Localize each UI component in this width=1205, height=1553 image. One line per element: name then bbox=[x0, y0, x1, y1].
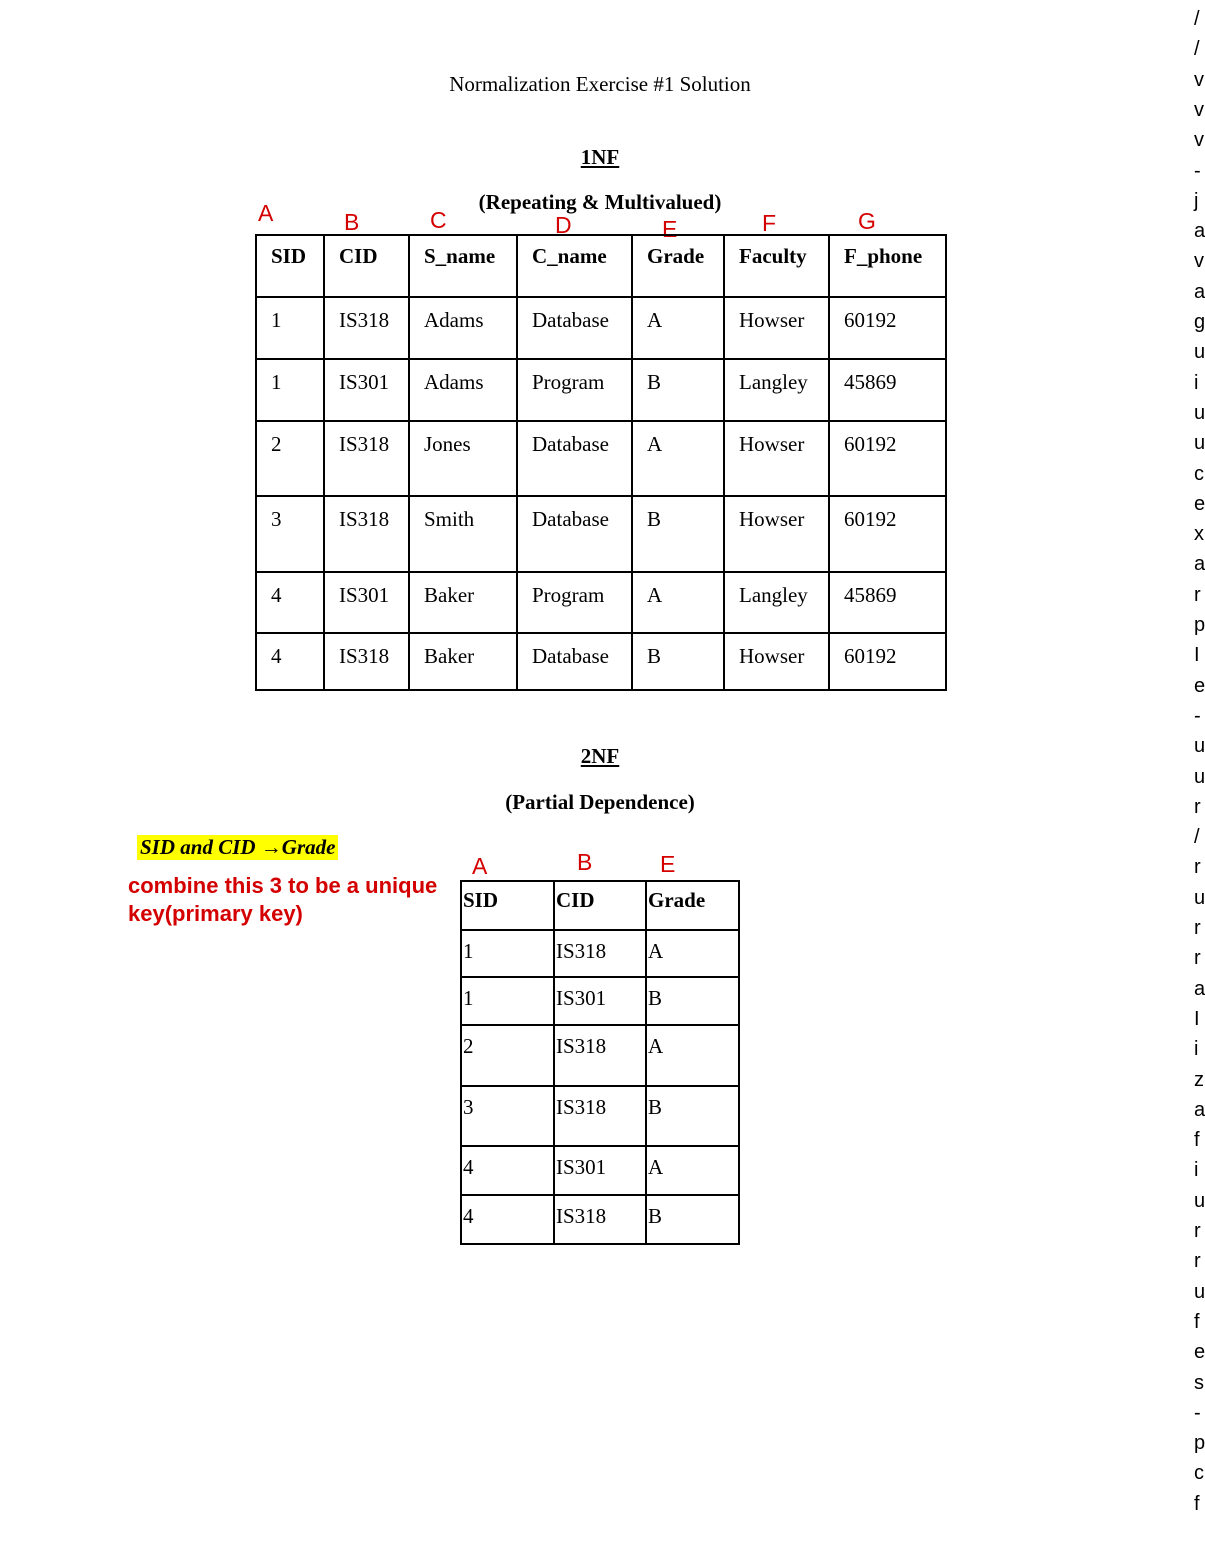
edge-glyph: r bbox=[1194, 1220, 1201, 1242]
table-cell: 45869 bbox=[829, 572, 946, 633]
table-cell: A bbox=[646, 1025, 739, 1086]
table-row bbox=[461, 1025, 739, 1086]
dependency-label: SID and CID →Grade bbox=[137, 835, 338, 860]
table-cell: A bbox=[632, 421, 724, 496]
table-cell: IS301 bbox=[324, 359, 409, 421]
edge-glyph: v bbox=[1194, 129, 1204, 152]
nf2-subheading: (Partial Dependence) bbox=[505, 790, 695, 814]
edge-glyph: I bbox=[1194, 1007, 1200, 1030]
edge-glyph: u bbox=[1194, 1280, 1205, 1303]
edge-glyph: u bbox=[1194, 341, 1205, 364]
nf1-heading: 1NF bbox=[580, 145, 620, 169]
table-row bbox=[461, 1086, 739, 1146]
table-cell: 2 bbox=[256, 421, 324, 496]
adjacent-page-edge bbox=[1191, 0, 1205, 1553]
table-cell: IS301 bbox=[554, 977, 646, 1025]
table-cell: 3 bbox=[461, 1086, 554, 1146]
column-header: CID bbox=[554, 881, 646, 930]
edge-glyph: i bbox=[1194, 371, 1199, 394]
edge-glyph: a bbox=[1194, 280, 1205, 303]
table-cell: B bbox=[632, 359, 724, 421]
table-row bbox=[461, 1195, 739, 1244]
edge-glyph: r bbox=[1194, 947, 1201, 970]
edge-glyph: u bbox=[1194, 1189, 1205, 1212]
table-cell: IS318 bbox=[554, 1195, 646, 1244]
edge-glyph: a bbox=[1194, 220, 1205, 243]
edge-glyph: c bbox=[1194, 462, 1204, 485]
edge-glyph: i bbox=[1194, 1159, 1199, 1182]
table-row bbox=[256, 496, 946, 572]
table-cell: IS301 bbox=[554, 1146, 646, 1195]
nf2-heading: 2NF bbox=[580, 744, 620, 768]
column-header: SID bbox=[256, 235, 324, 297]
table-cell: IS318 bbox=[324, 496, 409, 572]
table-row bbox=[256, 297, 946, 359]
table-cell: Database bbox=[517, 297, 632, 359]
edge-glyph: e bbox=[1194, 1341, 1205, 1364]
edge-glyph: u bbox=[1194, 765, 1205, 788]
edge-glyph: r bbox=[1194, 795, 1201, 818]
table-cell: 60192 bbox=[829, 421, 946, 496]
table-cell: IS318 bbox=[324, 421, 409, 496]
table-cell: 60192 bbox=[829, 297, 946, 359]
table-cell: A bbox=[632, 572, 724, 633]
nf2-column-letter: A bbox=[472, 853, 488, 879]
edge-glyph: - bbox=[1194, 1401, 1201, 1424]
nf2-column-letter: E bbox=[660, 851, 676, 877]
edge-glyph: x bbox=[1194, 523, 1204, 546]
nf2-column-letter: B bbox=[577, 849, 593, 875]
column-header: F_phone bbox=[829, 235, 946, 297]
table-cell: Database bbox=[517, 633, 632, 690]
nf1-table bbox=[255, 234, 947, 691]
table-cell: Baker bbox=[409, 633, 517, 690]
column-header: S_name bbox=[409, 235, 517, 297]
table-cell: A bbox=[646, 930, 739, 977]
edge-glyph: f bbox=[1194, 1310, 1200, 1333]
table-cell: Howser bbox=[724, 421, 829, 496]
table-cell: A bbox=[632, 297, 724, 359]
edge-glyph: r bbox=[1194, 583, 1201, 606]
table-row bbox=[461, 930, 739, 977]
edge-glyph: v bbox=[1194, 250, 1204, 273]
table-cell: IS318 bbox=[324, 297, 409, 359]
edge-glyph: a bbox=[1194, 1098, 1205, 1121]
table-cell: 4 bbox=[256, 572, 324, 633]
table-cell: Database bbox=[517, 421, 632, 496]
nf1-column-letter: F bbox=[762, 210, 777, 236]
nf1-subheading: (Repeating & Multivalued) bbox=[478, 190, 722, 214]
nf1-column-letter: D bbox=[555, 212, 572, 238]
edge-glyph: u bbox=[1194, 735, 1205, 758]
table-cell: 4 bbox=[256, 633, 324, 690]
table-cell: Jones bbox=[409, 421, 517, 496]
edge-glyph: e bbox=[1194, 492, 1205, 515]
table-cell: Langley bbox=[724, 572, 829, 633]
nf1-column-letter: A bbox=[258, 200, 274, 226]
edge-glyph: / bbox=[1194, 8, 1200, 30]
table-cell: Program bbox=[517, 359, 632, 421]
nf1-column-letter: E bbox=[662, 216, 678, 242]
edge-glyph: v bbox=[1194, 68, 1204, 91]
edge-glyph: g bbox=[1194, 311, 1205, 333]
edge-glyph: v bbox=[1194, 98, 1204, 121]
edge-glyph: r bbox=[1194, 856, 1201, 879]
edge-glyph: u bbox=[1194, 432, 1205, 455]
edge-glyph: u bbox=[1194, 886, 1205, 909]
table-cell: 1 bbox=[256, 297, 324, 359]
column-header: Faculty bbox=[724, 235, 829, 297]
table-cell: IS318 bbox=[554, 1025, 646, 1086]
table-cell: Howser bbox=[724, 633, 829, 690]
table-cell: Langley bbox=[724, 359, 829, 421]
column-header: SID bbox=[461, 881, 554, 930]
nf1-header-row bbox=[256, 235, 946, 297]
edge-glyph: z bbox=[1194, 1068, 1204, 1091]
edge-glyph: c bbox=[1194, 1462, 1204, 1485]
edge-glyph: p bbox=[1194, 1432, 1205, 1455]
column-header: CID bbox=[324, 235, 409, 297]
edge-glyph: - bbox=[1194, 704, 1201, 727]
table-cell: Howser bbox=[724, 297, 829, 359]
edge-glyph: r bbox=[1194, 917, 1201, 939]
table-cell: IS301 bbox=[324, 572, 409, 633]
table-cell: 60192 bbox=[829, 496, 946, 572]
table-cell: Program bbox=[517, 572, 632, 633]
table-cell: B bbox=[646, 1086, 739, 1146]
table-cell: Howser bbox=[724, 496, 829, 572]
table-cell: IS318 bbox=[324, 633, 409, 690]
table-row bbox=[256, 359, 946, 421]
edge-glyph: I bbox=[1194, 644, 1200, 667]
edge-glyph: u bbox=[1194, 401, 1205, 424]
table-cell: Adams bbox=[409, 297, 517, 359]
table-cell: 3 bbox=[256, 496, 324, 572]
column-header: C_name bbox=[517, 235, 632, 297]
page-title: Normalization Exercise #1 Solution bbox=[449, 72, 751, 96]
edge-glyph: f bbox=[1194, 1492, 1200, 1515]
table-cell: IS318 bbox=[554, 930, 646, 977]
nf1-column-letter: B bbox=[344, 209, 360, 235]
table-row bbox=[256, 572, 946, 633]
nf2-header-row bbox=[461, 881, 739, 930]
edge-glyph: / bbox=[1194, 38, 1200, 61]
nf1-column-letter: C bbox=[430, 207, 447, 233]
table-row bbox=[461, 1146, 739, 1195]
table-cell: Smith bbox=[409, 496, 517, 572]
nf1-column-letter: G bbox=[858, 208, 876, 234]
edge-glyph: a bbox=[1194, 977, 1205, 1000]
column-header: Grade bbox=[632, 235, 724, 297]
table-row bbox=[256, 633, 946, 690]
edge-glyph: / bbox=[1194, 826, 1200, 849]
nf2-table bbox=[460, 880, 740, 1245]
column-header: Grade bbox=[646, 881, 739, 930]
table-cell: 1 bbox=[256, 359, 324, 421]
table-cell: Database bbox=[517, 496, 632, 572]
table-cell: Baker bbox=[409, 572, 517, 633]
edge-glyph: p bbox=[1194, 614, 1205, 636]
edge-glyph: i bbox=[1194, 1038, 1199, 1061]
table-cell: 1 bbox=[461, 977, 554, 1025]
edge-glyph: f bbox=[1194, 1129, 1200, 1152]
table-cell: Adams bbox=[409, 359, 517, 421]
table-cell: B bbox=[632, 633, 724, 690]
table-row bbox=[256, 421, 946, 496]
table-cell: 1 bbox=[461, 930, 554, 977]
primary-key-note: combine this 3 to be a unique key(primary key) bbox=[128, 873, 438, 926]
table-cell: B bbox=[646, 1195, 739, 1244]
table-cell: B bbox=[646, 977, 739, 1025]
edge-glyph: a bbox=[1194, 553, 1205, 576]
table-row bbox=[461, 977, 739, 1025]
edge-glyph: s bbox=[1194, 1371, 1204, 1394]
edge-glyph: - bbox=[1194, 159, 1201, 182]
table-cell: A bbox=[646, 1146, 739, 1195]
edge-glyph: e bbox=[1194, 674, 1205, 697]
table-cell: 4 bbox=[461, 1146, 554, 1195]
edge-glyph: r bbox=[1194, 1250, 1201, 1273]
table-cell: 60192 bbox=[829, 633, 946, 690]
table-cell: 45869 bbox=[829, 359, 946, 421]
table-cell: B bbox=[632, 496, 724, 572]
edge-glyph: j bbox=[1194, 189, 1199, 212]
table-cell: IS318 bbox=[554, 1086, 646, 1146]
table-cell: 2 bbox=[461, 1025, 554, 1086]
table-cell: 4 bbox=[461, 1195, 554, 1244]
